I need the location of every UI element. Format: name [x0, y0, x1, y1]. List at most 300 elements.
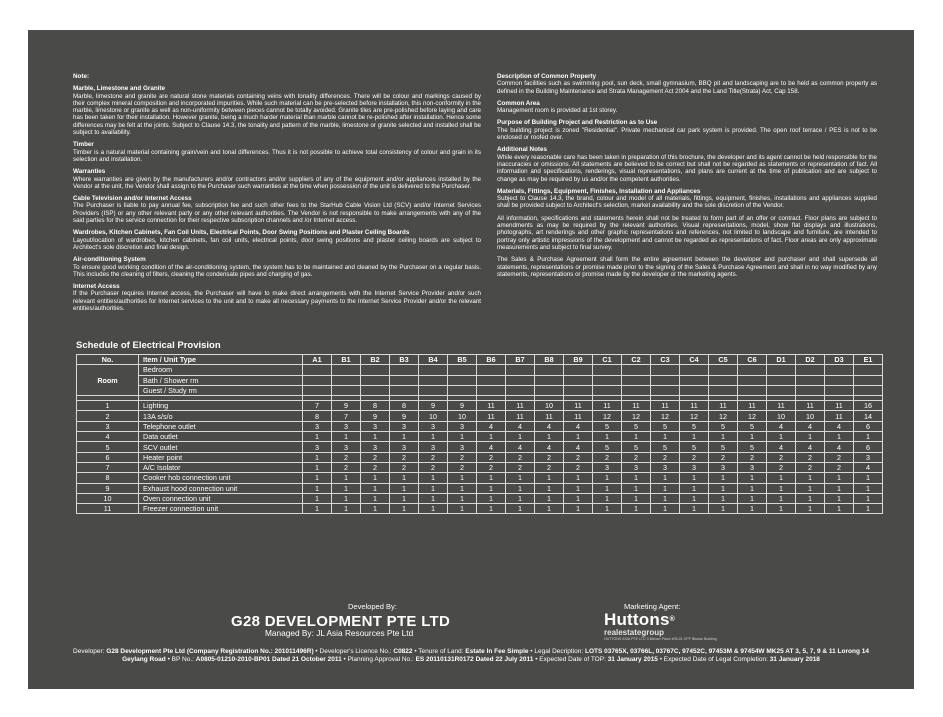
- note-heading: Cable Television and/or Internet Access: [73, 195, 192, 203]
- row-value: 1: [796, 504, 825, 514]
- row-value: 11: [767, 401, 796, 411]
- empty-cell: [709, 385, 738, 395]
- row-value: 1: [448, 432, 477, 442]
- table-row: [77, 473, 883, 483]
- row-value: 1: [361, 493, 390, 503]
- row-value: 1: [796, 493, 825, 503]
- empty-cell: [419, 365, 448, 375]
- table-row: [77, 421, 883, 431]
- table-row-room: [77, 365, 883, 375]
- empty-cell: [796, 375, 825, 385]
- row-item: Exhaust hood connection unit: [139, 483, 303, 493]
- empty-cell: [854, 375, 883, 385]
- footer-tenure-label: • Tenure of Land:: [412, 648, 466, 655]
- row-value: 1: [506, 483, 535, 493]
- table-row: [77, 411, 883, 421]
- row-value: 11: [564, 411, 593, 421]
- room-name: Bedroom: [139, 365, 303, 375]
- row-value: 5: [709, 421, 738, 431]
- row-value: 3: [680, 462, 709, 472]
- row-value: 4: [767, 421, 796, 431]
- header-unit-type: C5: [709, 355, 738, 365]
- row-value: 1: [709, 493, 738, 503]
- row-item: Cooker hob connection unit: [139, 473, 303, 483]
- header-unit-type: B1: [332, 355, 361, 365]
- row-value: 1: [332, 473, 361, 483]
- row-value: 5: [622, 442, 651, 452]
- row-value: 1: [332, 483, 361, 493]
- row-value: 4: [854, 462, 883, 472]
- row-value: 1: [738, 504, 767, 514]
- footer-bp-number: A0805-01210-2010-BP01 Dated 21 October 2011: [195, 656, 342, 664]
- row-value: 1: [506, 432, 535, 442]
- empty-cell: [709, 365, 738, 375]
- row-value: 1: [593, 473, 622, 483]
- empty-cell: [651, 385, 680, 395]
- row-value: 12: [680, 411, 709, 421]
- row-value: 1: [622, 483, 651, 493]
- note-section: [497, 146, 877, 182]
- row-value: 1: [448, 493, 477, 503]
- row-value: 1: [303, 462, 332, 472]
- row-value: 1: [622, 473, 651, 483]
- row-value: 8: [361, 401, 390, 411]
- footer-legal-description: LOTS 03765X, 03766L, 03767C, 97452C, 97453M & 97454W MK25 AT 3, 5, 7, 9 & 11 Lorong 14 Geylang Road: [122, 648, 869, 664]
- footer-tenure: Estate In Fee Simple: [465, 648, 529, 655]
- table-row: [77, 401, 883, 411]
- room-group-label: Room: [77, 365, 139, 396]
- row-value: 3: [332, 421, 361, 431]
- note-heading: Materials, Fittings, Equipment, Finishes, Installation and Appliances: [497, 187, 701, 195]
- empty-cell: [390, 365, 419, 375]
- row-value: 12: [622, 411, 651, 421]
- row-value: 10: [448, 411, 477, 421]
- row-value: 1: [477, 473, 506, 483]
- row-value: 2: [535, 452, 564, 462]
- row-value: 8: [303, 411, 332, 421]
- row-value: 1: [593, 504, 622, 514]
- row-value: 3: [651, 462, 680, 472]
- row-value: 1: [825, 473, 854, 483]
- row-item: SCV outlet: [139, 442, 303, 452]
- row-value: 2: [535, 462, 564, 472]
- row-value: 2: [738, 452, 767, 462]
- table-row: [77, 493, 883, 503]
- row-value: 1: [303, 504, 332, 514]
- empty-cell: [651, 365, 680, 375]
- row-value: 2: [477, 462, 506, 472]
- note-heading: Marble, Limestone and Granite: [73, 85, 166, 93]
- empty-cell: [593, 375, 622, 385]
- row-value: 2: [796, 462, 825, 472]
- row-value: 7: [303, 401, 332, 411]
- row-value: 1: [593, 432, 622, 442]
- row-value: 1: [825, 432, 854, 442]
- row-value: 1: [390, 493, 419, 503]
- empty-cell: [535, 385, 564, 395]
- header-unit-type: D1: [767, 355, 796, 365]
- row-value: 1: [651, 504, 680, 514]
- row-value: 1: [564, 504, 593, 514]
- row-value: 2: [680, 452, 709, 462]
- row-value: 2: [332, 462, 361, 472]
- row-value: 1: [303, 493, 332, 503]
- footer-planning-number: ES 20110131R0172 Dated 22 July 2011: [415, 656, 534, 664]
- row-item: 13A s/s/o: [139, 411, 303, 421]
- row-value: 3: [593, 462, 622, 472]
- row-value: 3: [622, 462, 651, 472]
- empty-cell: [651, 375, 680, 385]
- row-value: 1: [709, 473, 738, 483]
- row-value: 3: [332, 442, 361, 452]
- row-value: 4: [796, 421, 825, 431]
- empty-cell: [361, 385, 390, 395]
- row-value: 9: [332, 401, 361, 411]
- row-value: 1: [303, 473, 332, 483]
- row-value: 8: [390, 401, 419, 411]
- row-number: 6: [77, 452, 139, 462]
- note-section: [497, 119, 877, 141]
- note-paragraph: Subject to Clause 14.3, the brand, colour and model of all materials, fittings, equipment, finishes, installations and appliances supplied shall be provided subject to Architect's selection, market availability and the sole discretion of the Vendor.: [497, 195, 877, 210]
- row-value: 1: [535, 432, 564, 442]
- row-value: 1: [709, 504, 738, 514]
- row-value: 2: [825, 462, 854, 472]
- row-value: 1: [419, 504, 448, 514]
- row-value: 11: [477, 401, 506, 411]
- header-unit-type: D3: [825, 355, 854, 365]
- note-paragraph: Layout/location of wardrobes, kitchen cabinets, fan coil units, electrical points, door swing positions and plaster ceiling boards are subject to Architect's sole discretion and final design.: [73, 236, 481, 251]
- empty-cell: [419, 375, 448, 385]
- row-item: Oven connection unit: [139, 493, 303, 503]
- row-value: 1: [303, 432, 332, 442]
- row-value: 1: [738, 483, 767, 493]
- row-item: Telephone outlet: [139, 421, 303, 431]
- row-value: 1: [448, 483, 477, 493]
- row-value: 1: [506, 493, 535, 503]
- header-unit-type: B2: [361, 355, 390, 365]
- note-paragraph: Management room is provided at 1st storey.: [497, 107, 618, 115]
- empty-cell: [448, 375, 477, 385]
- row-value: 3: [448, 421, 477, 431]
- note-section: [73, 73, 481, 80]
- row-value: 6: [854, 442, 883, 452]
- row-value: 4: [825, 442, 854, 452]
- empty-cell: [854, 385, 883, 395]
- empty-cell: [332, 375, 361, 385]
- notes-right-column: [497, 73, 877, 283]
- row-value: 1: [622, 493, 651, 503]
- note-section: [73, 195, 481, 224]
- developer-label: Developed By:: [348, 602, 397, 611]
- empty-cell: [796, 365, 825, 375]
- row-value: 2: [448, 462, 477, 472]
- row-value: 2: [419, 452, 448, 462]
- row-value: 2: [796, 452, 825, 462]
- row-value: 1: [361, 473, 390, 483]
- row-value: 1: [390, 504, 419, 514]
- header-unit-type: B9: [564, 355, 593, 365]
- empty-cell: [767, 365, 796, 375]
- header-unit-type: D2: [796, 355, 825, 365]
- empty-cell: [361, 365, 390, 375]
- empty-cell: [738, 385, 767, 395]
- room-name: Guest / Study rm: [139, 385, 303, 395]
- note-paragraph: To ensure good working condition of the air-conditioning system, the system has to be maintained and cleaned by the Purchaser on a regular basis. This includes the cleaning of filters, cleaning the condensate pipes and charging of gas.: [73, 263, 481, 278]
- footer-planning-label: • Planning Approval No.:: [341, 656, 416, 664]
- row-value: 1: [651, 432, 680, 442]
- header-unit-type: B8: [535, 355, 564, 365]
- row-number: 2: [77, 411, 139, 421]
- row-value: 1: [535, 473, 564, 483]
- row-value: 3: [390, 421, 419, 431]
- row-value: 10: [767, 411, 796, 421]
- row-value: 1: [680, 473, 709, 483]
- note-section: [73, 141, 481, 163]
- row-value: 2: [506, 462, 535, 472]
- note-section: [73, 229, 481, 251]
- header-unit-type: A1: [303, 355, 332, 365]
- note-paragraph: Marble, limestone and granite are natural stone materials containing veins with tonality differences. There will be colour and markings caused by their complex mineral composition and incorporated impurities. While such material can be pre-selected before installation, this non-conformity in the marble, limestone or granite as well as non-uniformity between pieces cannot be totally avoided. Granite tiles are pre-polished before laying and care has been taken for their installation. However granite, being a much harder material than marble cannot be re-polished after installation. Hence some differences may be felt at the joints. Subject to Clause 14.3, the tonality and pattern of the marble, limestone or granite selected and installed shall be subject to availability.: [73, 92, 481, 137]
- note-paragraph: While every reasonable care has been taken in preparation of this brochure, the developer and its agent cannot be held responsible for the inaccuracies or omissions. All statements are believed to be correct but shall not be regarded as statements or representation of fact. All information and specifications, renderings, visual representations, and plans are current at the time of publication and are subject to change as may be required by us and/or the competent authorities.: [497, 153, 877, 183]
- footer-licence-label: • Developer's Licence No.:: [313, 648, 394, 655]
- row-value: 1: [854, 483, 883, 493]
- row-value: 2: [361, 462, 390, 472]
- table-row-room: [77, 385, 883, 395]
- row-value: 1: [767, 473, 796, 483]
- row-value: 1: [419, 432, 448, 442]
- empty-cell: [767, 385, 796, 395]
- row-value: 1: [796, 483, 825, 493]
- row-value: 3: [854, 452, 883, 462]
- empty-cell: [535, 375, 564, 385]
- row-value: 4: [564, 421, 593, 431]
- row-value: 4: [564, 442, 593, 452]
- row-value: 2: [361, 452, 390, 462]
- header-unit-type: B4: [419, 355, 448, 365]
- row-value: 2: [390, 462, 419, 472]
- row-number: 1: [77, 401, 139, 411]
- row-value: 1: [448, 504, 477, 514]
- managed-by: Managed By: JL Asia Resources Pte Ltd: [265, 628, 414, 638]
- row-value: 9: [419, 401, 448, 411]
- row-number: 3: [77, 421, 139, 431]
- note-section: [497, 188, 877, 278]
- row-value: 1: [854, 504, 883, 514]
- row-value: 3: [738, 462, 767, 472]
- footer-licence: C0822: [393, 648, 413, 655]
- row-value: 1: [332, 432, 361, 442]
- row-value: 2: [564, 452, 593, 462]
- row-value: 1: [361, 504, 390, 514]
- row-value: 4: [477, 421, 506, 431]
- note-heading: Common Area: [497, 99, 540, 107]
- header-unit-type: B6: [477, 355, 506, 365]
- row-value: 1: [825, 493, 854, 503]
- header-item: Item / Unit Type: [139, 355, 303, 365]
- footer-completion-date: 31 January 2018: [769, 656, 820, 664]
- empty-cell: [332, 365, 361, 375]
- huttons-logo: [604, 610, 717, 641]
- row-value: 1: [564, 483, 593, 493]
- empty-cell: [564, 375, 593, 385]
- empty-cell: [390, 375, 419, 385]
- note-section: [497, 100, 877, 115]
- row-number: 4: [77, 432, 139, 442]
- empty-cell: [361, 375, 390, 385]
- marketing-agent-label: Marketing Agent:: [624, 602, 681, 611]
- row-value: 11: [593, 401, 622, 411]
- logo-wordmark: Huttons: [604, 610, 670, 629]
- empty-cell: [506, 375, 535, 385]
- empty-cell: [332, 385, 361, 395]
- table-row: [77, 432, 883, 442]
- empty-cell: [448, 365, 477, 375]
- row-value: 1: [477, 483, 506, 493]
- row-value: 2: [332, 452, 361, 462]
- row-value: 11: [680, 401, 709, 411]
- row-value: 11: [506, 401, 535, 411]
- table-row: [77, 462, 883, 472]
- row-value: 2: [767, 452, 796, 462]
- row-value: 1: [564, 473, 593, 483]
- row-value: 1: [506, 504, 535, 514]
- row-value: 11: [651, 401, 680, 411]
- note-paragraph: Timber is a natural material containing grain/vein and tonal differences. Thus it is not possible to achieve total consistency of colour and grain in its selection and installation.: [73, 148, 481, 163]
- row-value: 1: [448, 473, 477, 483]
- row-value: 1: [535, 483, 564, 493]
- row-value: 1: [651, 473, 680, 483]
- logo-fineprint: HUTTONS ASIA PTE LTD 3 Bishan Place #05-01 CPF Bishan Building: [604, 637, 717, 641]
- row-value: 1: [506, 473, 535, 483]
- empty-cell: [825, 375, 854, 385]
- empty-cell: [506, 365, 535, 375]
- footer-bp-label: • BP No.:: [165, 656, 196, 664]
- note-paragraph: All information, specifications and statements herein shall not be treated to form part of an offer or contract. Floor plans are subject to amendments as may be required by the relevant authorities. Visual representations, model, show flat displays and illustrations, photographs, art renderings and other graphic representations and references, not limited to landscape and furniture, are intended to portray only artistic impressions of the development and cannot be regarded as representations of fact. Floor areas are only approximate measurements and subject to final survey.: [497, 214, 877, 251]
- row-number: 10: [77, 493, 139, 503]
- row-value: 4: [767, 442, 796, 452]
- row-value: 2: [709, 452, 738, 462]
- footer-top-label: • Expected Date of TOP:: [533, 656, 608, 664]
- empty-cell: [738, 375, 767, 385]
- empty-cell: [477, 365, 506, 375]
- row-value: 10: [419, 411, 448, 421]
- row-value: 1: [680, 493, 709, 503]
- note-heading: Timber: [73, 141, 94, 149]
- row-value: 1: [564, 432, 593, 442]
- registered-mark: ®: [669, 616, 675, 623]
- row-value: 2: [419, 462, 448, 472]
- header-unit-type: C6: [738, 355, 767, 365]
- row-value: 1: [796, 432, 825, 442]
- row-item: Heater point: [139, 452, 303, 462]
- row-value: 11: [825, 411, 854, 421]
- row-value: 11: [622, 401, 651, 411]
- row-value: 1: [709, 432, 738, 442]
- row-value: 1: [593, 483, 622, 493]
- empty-cell: [825, 385, 854, 395]
- header-unit-type: C4: [680, 355, 709, 365]
- row-value: 1: [535, 493, 564, 503]
- row-value: 1: [593, 493, 622, 503]
- empty-cell: [564, 365, 593, 375]
- row-value: 5: [680, 442, 709, 452]
- footer-developer-label: Developer:: [73, 648, 107, 655]
- row-value: 1: [390, 432, 419, 442]
- row-value: 3: [390, 442, 419, 452]
- row-value: 10: [535, 401, 564, 411]
- row-value: 5: [593, 421, 622, 431]
- row-value: 11: [564, 401, 593, 411]
- row-value: 1: [709, 483, 738, 493]
- note-section: [73, 168, 481, 190]
- row-value: 1: [477, 432, 506, 442]
- row-value: 6: [854, 421, 883, 431]
- row-value: 5: [738, 421, 767, 431]
- row-number: 11: [77, 504, 139, 514]
- empty-cell: [709, 375, 738, 385]
- empty-cell: [535, 365, 564, 375]
- empty-cell: [622, 375, 651, 385]
- row-number: 7: [77, 462, 139, 472]
- logo-subtitle: realestategroup: [604, 628, 665, 637]
- room-name: Bath / Shower rm: [139, 375, 303, 385]
- empty-cell: [796, 385, 825, 395]
- empty-cell: [680, 365, 709, 375]
- header-unit-type: E1: [854, 355, 883, 365]
- empty-cell: [303, 365, 332, 375]
- row-value: 2: [825, 452, 854, 462]
- row-value: 2: [767, 462, 796, 472]
- row-value: 4: [477, 442, 506, 452]
- row-value: 2: [622, 452, 651, 462]
- note-heading: Description of Common Property: [497, 73, 597, 80]
- row-value: 5: [738, 442, 767, 452]
- note-paragraph: If the Purchaser requires Internet access, the Purchaser will have to make direct arrangements with the Internet Service Provider and/or such relevant entities/authorities for Internet services to the unit and to make all necessary payments to the Internet Service Provider and/or the relevant entities/authorities.: [73, 290, 481, 313]
- table-row: [77, 483, 883, 493]
- row-value: 1: [419, 473, 448, 483]
- row-value: 9: [448, 401, 477, 411]
- empty-cell: [738, 365, 767, 375]
- row-value: 9: [361, 411, 390, 421]
- row-value: 1: [825, 483, 854, 493]
- row-value: 1: [825, 504, 854, 514]
- header-unit-type: C3: [651, 355, 680, 365]
- row-value: 3: [361, 421, 390, 431]
- row-value: 4: [506, 442, 535, 452]
- brochure-page: [28, 30, 914, 689]
- note-heading: Air-conditioning System: [73, 256, 146, 264]
- row-value: 5: [709, 442, 738, 452]
- row-value: 12: [738, 411, 767, 421]
- row-value: 14: [854, 411, 883, 421]
- row-value: 3: [419, 421, 448, 431]
- row-value: 1: [651, 483, 680, 493]
- row-item: Freezer connection unit: [139, 504, 303, 514]
- row-value: 12: [651, 411, 680, 421]
- schedule-title: Schedule of Electrical Provision: [76, 340, 221, 351]
- row-value: 11: [535, 411, 564, 421]
- row-value: 2: [593, 452, 622, 462]
- row-value: 1: [767, 483, 796, 493]
- row-value: 1: [651, 493, 680, 503]
- row-value: 4: [825, 421, 854, 431]
- electrical-schedule-table: [76, 354, 883, 514]
- row-value: 1: [303, 452, 332, 462]
- row-value: 1: [361, 483, 390, 493]
- empty-cell: [303, 385, 332, 395]
- row-value: 1: [390, 473, 419, 483]
- row-value: 5: [651, 421, 680, 431]
